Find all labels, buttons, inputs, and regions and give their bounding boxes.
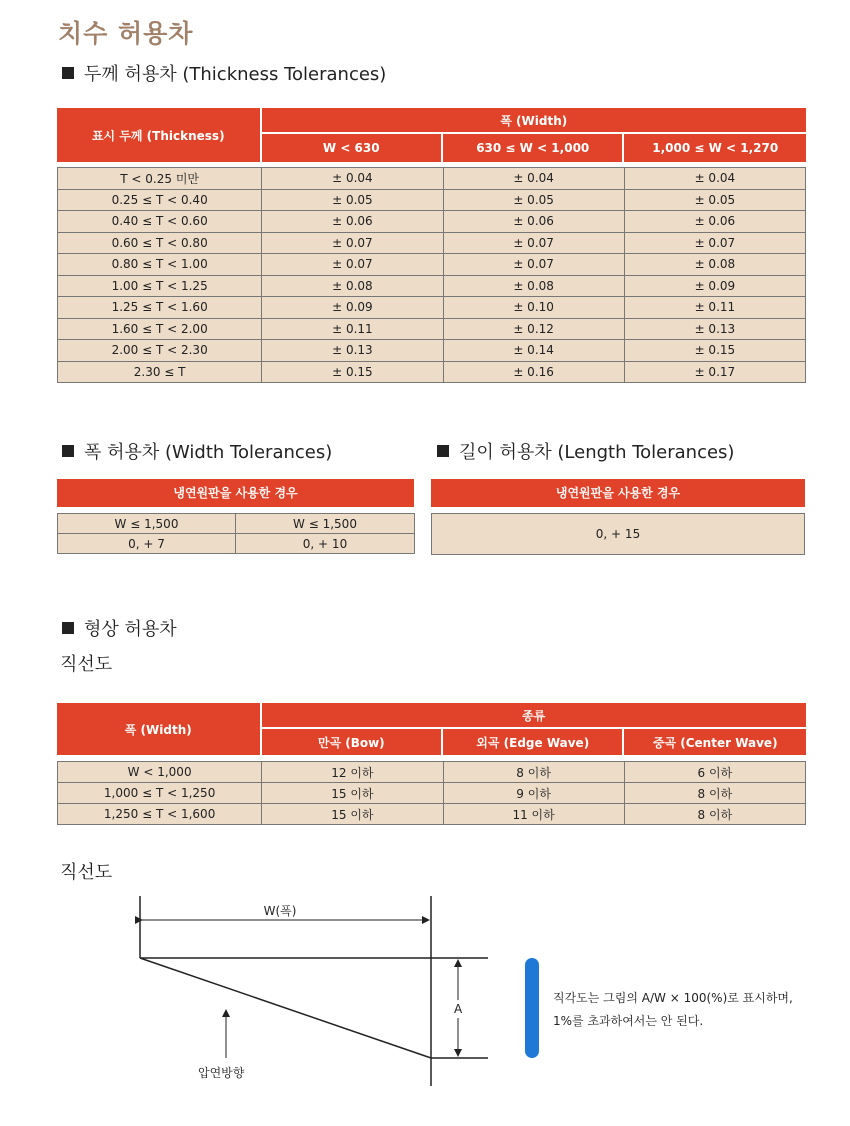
table-cell: W ≤ 1,500 [236, 514, 415, 534]
table-cell: ± 0.15 [624, 340, 805, 362]
table-cell: ± 0.05 [262, 189, 443, 211]
table-cell: ± 0.07 [262, 254, 443, 276]
thickness-table [57, 108, 806, 168]
table-cell: ± 0.04 [262, 168, 443, 190]
table-cell: ± 0.08 [262, 275, 443, 297]
table-cell: ± 0.07 [624, 232, 805, 254]
width-tol-bar: 냉연원판을 사용한 경우 [57, 479, 414, 507]
page-title: 치수 허용차 [58, 19, 194, 48]
table-cell: ± 0.06 [624, 211, 805, 233]
table-row [58, 189, 806, 211]
width-col-2: 630 ≤ W < 1,000 [443, 134, 624, 162]
type-col-bow: 만곡 (Bow) [262, 729, 443, 755]
width-col-1: W < 630 [262, 134, 443, 162]
shape-table [57, 703, 806, 755]
thickness-heading: 두께 허용차 (Thickness Tolerances) [62, 60, 386, 86]
table-cell: ± 0.05 [624, 189, 805, 211]
shape-width-header: 폭 (Width) [57, 703, 262, 755]
table-cell: ± 0.04 [443, 168, 624, 190]
square-bullet-icon [62, 622, 74, 634]
table-cell: W ≤ 1,500 [58, 514, 236, 534]
table-cell: 1.25 ≤ T < 1.60 [58, 297, 262, 319]
table-cell: 8 이하 [443, 762, 624, 783]
table-cell: 8 이하 [624, 804, 805, 825]
table-cell: ± 0.16 [443, 361, 624, 383]
table-row [58, 361, 806, 383]
table-cell: ± 0.10 [443, 297, 624, 319]
square-bullet-icon [62, 67, 74, 79]
table-cell: ± 0.09 [262, 297, 443, 319]
table-cell: 1.60 ≤ T < 2.00 [58, 318, 262, 340]
table-cell: 11 이하 [443, 804, 624, 825]
table-cell: ± 0.11 [624, 297, 805, 319]
table-cell: 1,250 ≤ T < 1,600 [58, 804, 262, 825]
thickness-body [57, 167, 806, 383]
shape-heading: 형상 허용차 [62, 615, 177, 641]
length-tol-bar: 냉연원판을 사용한 경우 [431, 479, 805, 507]
type-col-center-wave: 중곡 (Center Wave) [624, 729, 806, 755]
width-tol-table [57, 513, 415, 554]
table-cell: ± 0.05 [443, 189, 624, 211]
table-cell: ± 0.17 [624, 361, 805, 383]
table-row [58, 783, 806, 804]
table-cell: ± 0.14 [443, 340, 624, 362]
shape-body [57, 761, 806, 825]
diagram-subtitle: 직선도 [60, 862, 113, 883]
note-accent-bar [525, 958, 539, 1058]
square-bullet-icon [62, 445, 74, 457]
straightness-subtitle: 직선도 [60, 654, 113, 675]
table-row [58, 211, 806, 233]
width-group-header: 폭 (Width) [262, 108, 806, 134]
table-cell: 0.80 ≤ T < 1.00 [58, 254, 262, 276]
width-tol-heading: 폭 허용차 (Width Tolerances) [62, 438, 332, 464]
width-col-3: 1,000 ≤ W < 1,270 [624, 134, 806, 162]
length-tol-heading: 길이 허용차 (Length Tolerances) [437, 438, 734, 464]
table-cell: 2.00 ≤ T < 2.30 [58, 340, 262, 362]
table-cell: ± 0.15 [262, 361, 443, 383]
table-cell: T < 0.25 미만 [58, 168, 262, 190]
table-cell: ± 0.07 [443, 232, 624, 254]
rolling-direction-label: 압연방향 [198, 1066, 245, 1080]
table-cell: ± 0.08 [443, 275, 624, 297]
table-cell: 2.30 ≤ T [58, 361, 262, 383]
thickness-col-header: 표시 두께 (Thickness) [57, 108, 262, 162]
table-cell: ± 0.09 [624, 275, 805, 297]
table-cell: 0, + 10 [236, 534, 415, 554]
a-label: A [454, 1002, 463, 1016]
table-cell: 15 이하 [262, 804, 443, 825]
table-cell: W < 1,000 [58, 762, 262, 783]
table-cell: 8 이하 [624, 783, 805, 804]
table-row [58, 340, 806, 362]
note-line-2: 1%를 초과하여서는 안 된다. [553, 1014, 704, 1028]
length-tol-value: 0, + 15 [431, 513, 805, 555]
table-cell: ± 0.06 [262, 211, 443, 233]
note-line-1: 직각도는 그림의 A/W × 100(%)로 표시하며, [553, 991, 793, 1005]
square-bullet-icon [437, 445, 449, 457]
table-cell: 1,000 ≤ T < 1,250 [58, 783, 262, 804]
table-row [58, 168, 806, 190]
table-row [58, 297, 806, 319]
table-cell: ± 0.12 [443, 318, 624, 340]
table-row [58, 762, 806, 783]
table-row [58, 232, 806, 254]
table-cell: ± 0.07 [262, 232, 443, 254]
table-row [58, 804, 806, 825]
width-label: W(폭) [263, 904, 297, 918]
table-cell: ± 0.08 [624, 254, 805, 276]
table-cell: ± 0.13 [262, 340, 443, 362]
table-cell: 6 이하 [624, 762, 805, 783]
type-group-header: 종류 [262, 703, 806, 729]
table-row [58, 318, 806, 340]
table-cell: ± 0.13 [624, 318, 805, 340]
table-cell: ± 0.07 [443, 254, 624, 276]
table-row [58, 254, 806, 276]
table-cell: 15 이하 [262, 783, 443, 804]
table-cell: 0, + 7 [58, 534, 236, 554]
deflection-line [140, 958, 431, 1058]
table-cell: 1.00 ≤ T < 1.25 [58, 275, 262, 297]
table-cell: ± 0.04 [624, 168, 805, 190]
table-cell: 12 이하 [262, 762, 443, 783]
table-cell: 0.60 ≤ T < 0.80 [58, 232, 262, 254]
table-cell: 9 이하 [443, 783, 624, 804]
table-cell: 0.25 ≤ T < 0.40 [58, 189, 262, 211]
table-cell: 0.40 ≤ T < 0.60 [58, 211, 262, 233]
table-cell: ± 0.11 [262, 318, 443, 340]
table-row [58, 275, 806, 297]
table-cell: ± 0.06 [443, 211, 624, 233]
type-col-edge-wave: 외곡 (Edge Wave) [443, 729, 624, 755]
